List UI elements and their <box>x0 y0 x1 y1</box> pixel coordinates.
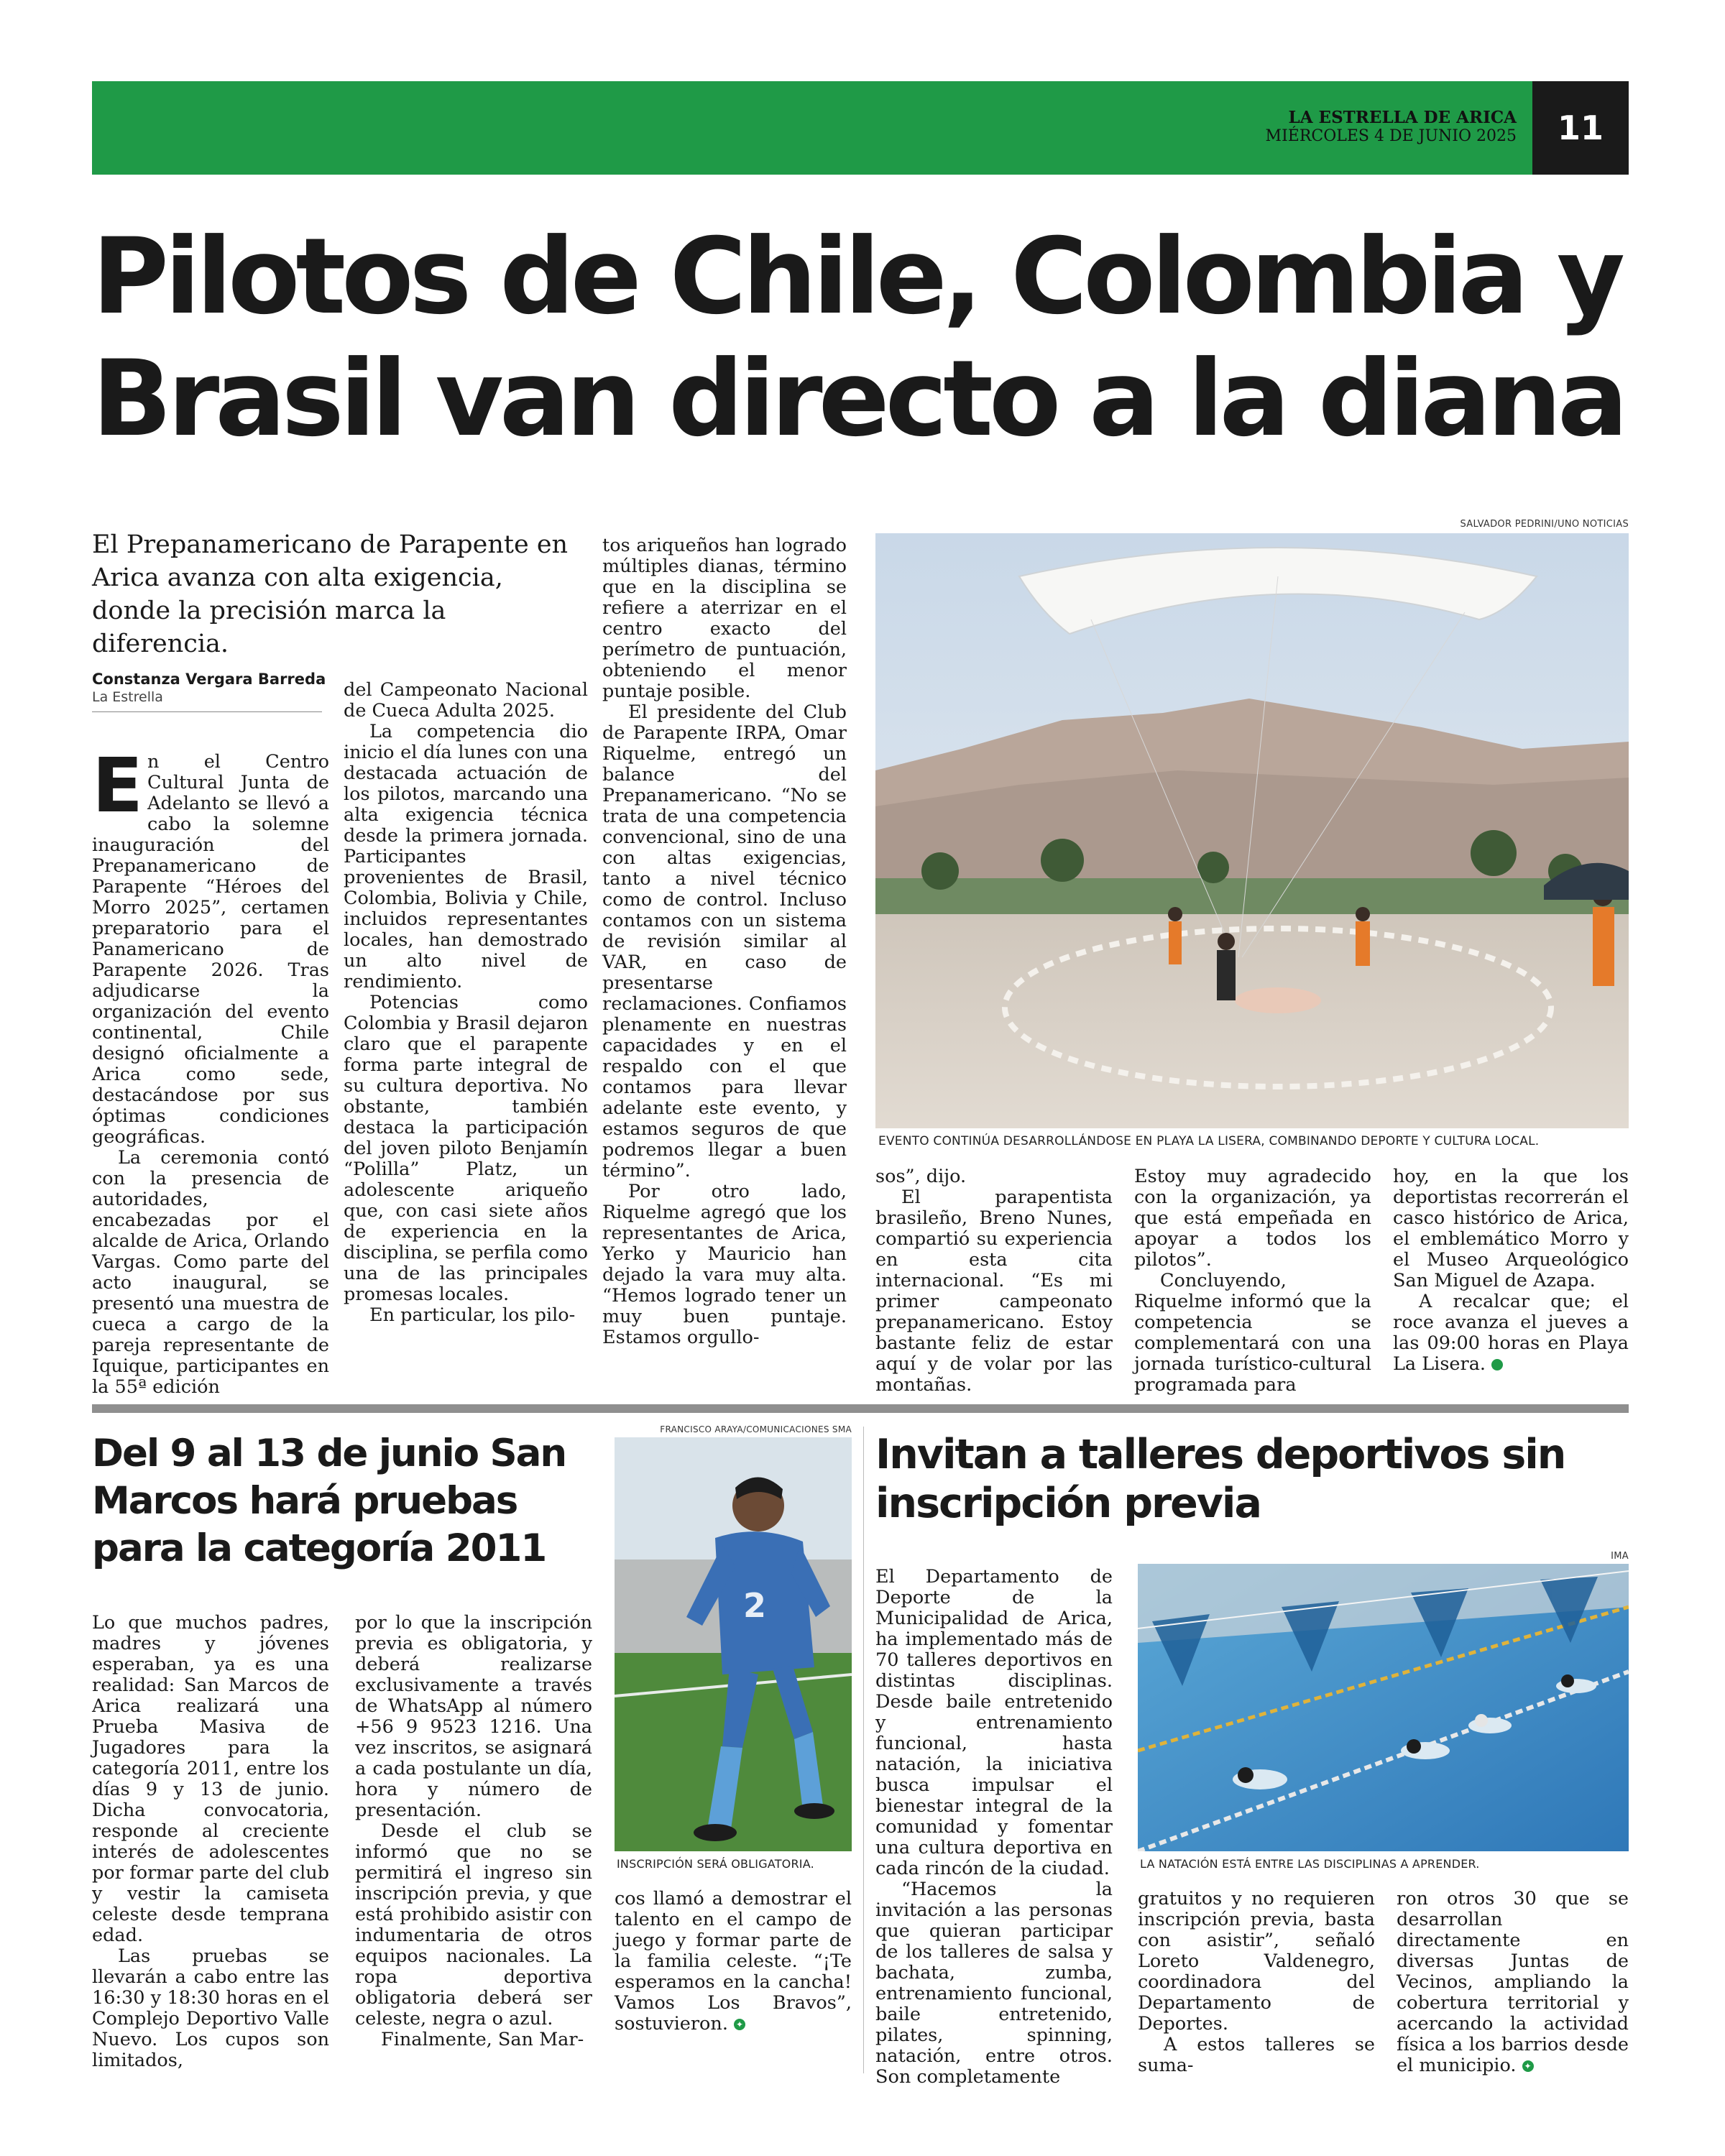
a2-headline-2: Marcos hará pruebas <box>92 1479 518 1523</box>
main-col-4 <box>875 1166 1113 1396</box>
a2-col2-p2: Desde el club se informó que no se permitirá el ingreso sin inscripción previa, y que está prohibido asistir con indumentaria de otros equipos nacionales. La ropa deportiva obligatoria deberá ser celeste, negra o azul. <box>355 1820 592 2030</box>
main-headline <box>92 216 1630 460</box>
author-name: Constanza Vergara Barreda <box>92 671 326 688</box>
a2-col2-p1: por lo que la inscripción previa es obligatoria, y deberá realizarse exclusivamente a través de WhatsApp al número +56 9 9523 1216. Una vez inscritos, se asignará a cada postulante un día, hora y número de presentación. <box>355 1612 592 1821</box>
main-photo-credit: SALVADOR PEDRINI/UNO NOTICIAS <box>1460 519 1629 530</box>
section-divider <box>92 1404 1629 1413</box>
a2-col2-p3: Finalmente, San Mar- <box>381 2029 584 2050</box>
main-col-5 <box>1134 1166 1371 1396</box>
issue-date: MIÉRCOLES 4 DE JUNIO 2025 <box>1265 127 1517 145</box>
a3-headline-2: inscripción previa <box>875 1480 1261 1527</box>
a3-col-2 <box>1138 1889 1375 2076</box>
a3-headline-1: Invitan a talleres deportivos sin <box>875 1431 1565 1478</box>
dropcap: E <box>92 742 144 829</box>
main-col1-p1: n el Centro Cultural Junta de Adelanto se llevó a cabo la solemne inauguración del Prepanamericano de Parapente “Héroes del Morro 2025”, certamen preparatorio para el Panamericano de Parapente 2026. Tras adjudicarse la organización del evento continental, Chile designó oficialmente a Arica como sede, destacándose por sus óptimas condiciones geográficas. <box>92 751 329 1148</box>
soccer-player-illustration <box>615 1437 852 1851</box>
a2-headline-3: para la categoría 2011 <box>92 1526 546 1570</box>
a3-col2-p1: gratuitos y no requieren inscripción previa, basta con asistir”, señaló Loreto Valdenegro, coordinadora del Departamento de Deportes. <box>1138 1888 1375 2035</box>
a3-photo-caption: LA NATACIÓN ESTÁ ENTRE LAS DISCIPLINAS A APRENDER. <box>1140 1857 1480 1871</box>
headline-line-2: Brasil van directo a la diana <box>92 338 1624 460</box>
a2-col3-p1: cos llamó a demostrar el talento en el campo de juego y formar parte de la familia celeste. “¡Te esperamos en la cancha! Vamos Los Bravos”, sostuvieron. <box>615 1888 852 2035</box>
a3-photo-swimming <box>1138 1564 1629 1851</box>
a3-end-of-article-icon: ✦ <box>1522 2060 1534 2072</box>
deck: El Prepanamericano de Parapente en Arica avanza con alta exigencia, donde la precisión marca la diferencia. <box>92 530 569 658</box>
a2-photo-caption: INSCRIPCIÓN SERÁ OBLIGATORIA. <box>617 1857 814 1871</box>
main-col3-p2: El presidente del Club de Parapente IRPA, Omar Riquelme, entregó un balance del Prepanamericano. “No se trata de una competencia convencional, sino de una con altas exigencias, tanto a nivel técnico como de control. Incluso contamos con un sistema de revisión similar al VAR, en caso de presentarse reclamaciones. Confiamos plenamente en nuestras capacidades y en el respaldo con el que contamos para llevar adelante este evento, y estamos seguros de que podremos llegar a buen término”. <box>602 701 847 1181</box>
main-col2-p1: del Campeonato Nacional de Cueca Adulta 2025. <box>344 679 588 722</box>
article3-headline <box>875 1430 1629 1528</box>
byline-rule <box>92 711 322 712</box>
main-col2-p3: Potencias como Colombia y Brasil dejaron claro que el parapente forma parte integral de su cultura deportiva. No obstante, también destaca la participación del joven piloto Benjamín “Polilla” Platz, un adolescente ariqueño que, con casi siete años de experiencia en la disciplina, se perfila como una de las principales promesas locales. <box>344 992 588 1305</box>
a2-col-3 <box>615 1889 852 2035</box>
main-col-6 <box>1393 1166 1629 1375</box>
a3-photo-credit: IMA <box>1611 1551 1629 1562</box>
page-number-box <box>1532 81 1629 175</box>
main-col-2 <box>344 680 588 1326</box>
main-col6-p1: hoy, en la que los deportistas recorrerán el casco histórico de Arica, el emblemático Morro y el Museo Arqueológico San Miguel de Azapa. <box>1393 1166 1629 1291</box>
a2-col-1 <box>92 1613 329 2071</box>
author-outlet: La Estrella <box>92 689 163 705</box>
a3-col3-p1: ron otros 30 que se desarrollan directamente en diversas Juntas de Vecinos, ampliando la cobertura territorial y acercando la actividad física a los barrios desde el municipio. <box>1397 1888 1629 2076</box>
a2-photo-soccer-player <box>615 1437 852 1851</box>
main-col2-p4: En particular, los pilo- <box>369 1304 576 1326</box>
main-col3-p1: tos ariqueños han logrado múltiples dianas, término que en la disciplina se refiere a aterrizar en el centro exacto del perímetro de puntuación, obteniendo el menor puntaje posible. <box>602 535 847 702</box>
main-col-3 <box>602 535 847 1348</box>
main-col2-p2: La competencia dio inicio el día lunes con una destacada actuación de los pilotos, marcando una alta exigencia técnica desde la primera jornada. Participantes provenientes de Brasil, Colombia, Bolivia y Chile, incluidos representantes locales, han demostrado un alto nivel de rendimiento. <box>344 721 588 992</box>
a2-headline-1: Del 9 al 13 de junio San <box>92 1432 566 1475</box>
a2-end-of-article-icon: ✦ <box>734 2019 745 2030</box>
main-col1-p2: La ceremonia contó con la presencia de autoridades, encabezadas por el alcalde de Arica, Orlando Vargas. Como parte del acto inaugural, se presentó una muestra de cueca a cargo de la pareja representante de Iquique, participantes en la 55ª edición <box>92 1147 329 1398</box>
main-col-1 <box>92 742 329 1398</box>
main-col5-p2: Concluyendo, Riquelme informó que la competencia se complementará con una jornada turístico-cultural programada para <box>1134 1270 1371 1396</box>
a3-col1-p1: El Departamento de Deporte de la Municipalidad de Arica, ha implementado más de 70 talleres deportivos en distintas disciplinas. Desde baile entretenido y entrenamiento funcional, hasta natación, la iniciativa busca impulsar el bienestar integral de la comunidad y fomentar una cultura deportiva en cada rincón de la ciudad. <box>875 1566 1113 1879</box>
page-number: 11 <box>1557 109 1604 147</box>
article2-headline <box>92 1430 595 1572</box>
svg-text:2: 2 <box>742 1586 767 1625</box>
a2-col-2 <box>355 1613 592 2050</box>
main-col6-p2: A recalcar que; el roce avanza el jueves a las 09:00 horas en Playa La Lisera. <box>1393 1291 1629 1375</box>
main-photo-paragliding <box>875 533 1629 1128</box>
a2-col1-p1: Lo que muchos padres, madres y jóvenes esperaban, ya es una realidad: San Marcos de Arica realizará una Prueba Masiva de Jugadores para la categoría 2011, entre los días 9 y 13 de junio. Dicha convocatoria, responde al creciente interés de adolescentes por formar parte del club y vestir la camiseta celeste desde temprana edad. <box>92 1612 329 1946</box>
main-photo-caption: EVENTO CONTINÚA DESARROLLÁNDOSE EN PLAYA LA LISERA, COMBINANDO DEPORTE Y CULTURA LOCAL. <box>878 1134 1540 1148</box>
a3-col2-p2: A estos talleres se suma- <box>1138 2034 1375 2076</box>
column-divider <box>863 1427 864 2073</box>
main-col5-p1: Estoy muy agradecido con la organización, ya que está empeñada en apoyar a todos los pilotos”. <box>1134 1166 1371 1271</box>
paragliding-scene-illustration <box>875 533 1629 1128</box>
newspaper-name: LA ESTRELLA DE ARICA <box>1288 108 1517 127</box>
main-col4-p2: El parapentista brasileño, Breno Nunes, compartió su experiencia en esta cita internacional. “Es mi primer campeonato prepanamericano. Estoy bastante feliz de estar aquí y de volar por las montañas. <box>875 1187 1113 1396</box>
a3-col-1 <box>875 1567 1113 2088</box>
byline <box>92 670 329 712</box>
a3-col1-p2: “Hacemos la invitación a las personas que quieran participar de los talleres de salsa y bachata, zumba, entrenamiento funcional, baile entretenido, pilates, spinning, natación, entre otros. Son completamente <box>875 1879 1113 2088</box>
a2-col1-p2: Las pruebas se llevarán a cabo entre las 16:30 y 18:30 horas en el Complejo Deportivo Valle Nuevo. Los cupos son limitados, <box>92 1945 329 2071</box>
a2-photo-credit: FRANCISCO ARAYA/COMUNICACIONES SMA <box>660 1424 852 1434</box>
end-of-article-icon: ✦ <box>1491 1359 1503 1370</box>
swimming-pool-illustration <box>1138 1564 1629 1851</box>
a3-col-3 <box>1397 1889 1629 2076</box>
headline-line-1: Pilotos de Chile, Colombia y <box>92 216 1622 338</box>
main-col4-p1: sos”, dijo. <box>875 1166 967 1187</box>
main-col3-p3: Por otro lado, Riquelme agregó que los representantes de Arica, Yerko y Mauricio han dejado la vara muy alta. “Hemos logrado tener un muy buen puntaje. Estamos orgullo- <box>602 1181 847 1348</box>
